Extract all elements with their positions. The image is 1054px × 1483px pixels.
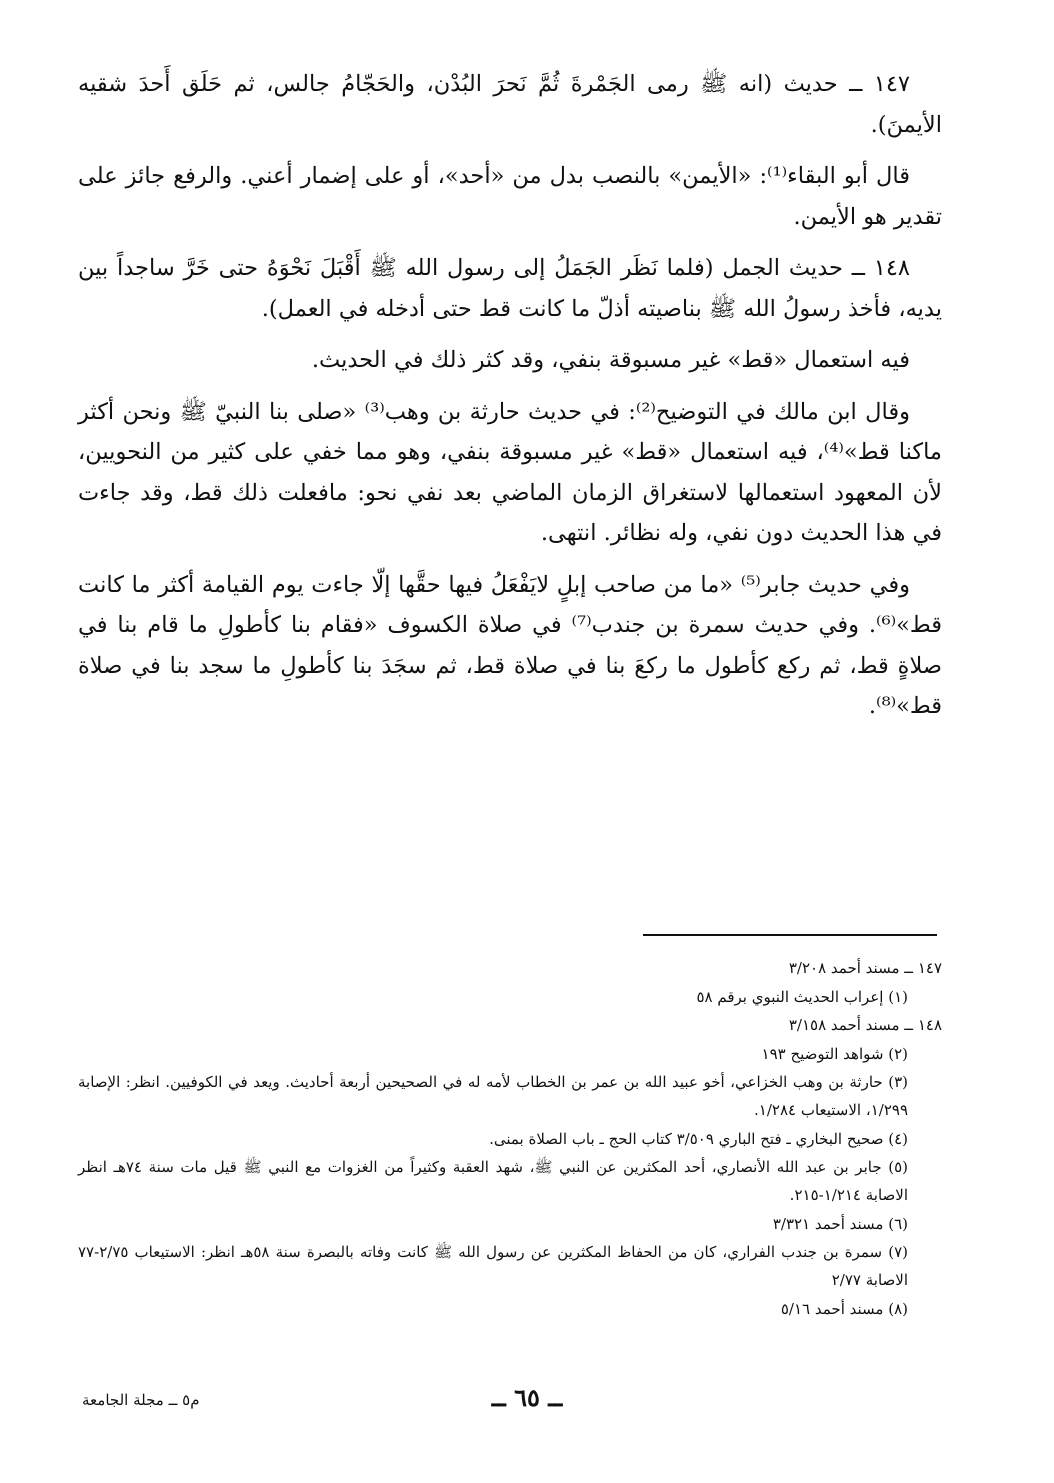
paragraph-jabir-samura: وفي حديث جابر⁽⁵⁾ «ما من صاحب إبلٍ لايَفْعَلُ فيها حقَّها إلّا جاءت يوم القيامة أكثر ما كانت قط»⁽⁶⁾. وفي حديث سمرة بن جندب⁽⁷⁾ في صلاة الكسوف «فقام بنا كأطولِ ما قام بنا في صلاةٍ قط، ثم ركع كأطول ما ركعَ بنا في صلاة قط، ثم سجَدَ بنا كأطولِ ما سجد بنا في صلاة قط»⁽⁸⁾. (78, 571, 942, 719)
paragraph-ibn-malik: وقال ابن مالك في التوضيح⁽²⁾: في حديث حارثة بن وهب⁽³⁾ «صلى بنا النبيّ ﷺ ونحن أكثر ماكنا قط»⁽⁴⁾، فيه استعمال «قط» غير مسبوقة بنفي، وهو مما خفي على كثير من النحويين، لأن المعهود استعمالها لاستغراق الزمان الماضي بعد نفي نحو: مافعلت ذلك قط، وقد جاءت في هذا الحديث دون نفي، وله نظائر. انتهى. (78, 398, 942, 546)
footnote-8: (٨) مسند أحمد ٥/١٦ (780, 1299, 908, 1318)
footnote-7: (٧) سمرة بن جندب الفراري، كان من الحفاظ المكثرين عن رسول الله ﷺ كانت وفاته بالبصرة سنة ٥٨هـ انظر: الاستيعاب ٢/٧٥-٧٧ الاصابة ٢/٧٧ (78, 1243, 909, 1289)
main-text (78, 64, 942, 738)
footnote-4: (٤) صحيح البخاري ـ فتح الباري ٣/٥٠٩ كتاب الحج ـ باب الصلاة بمنى. (489, 1129, 908, 1148)
paragraph-hadith-147: ١٤٧ ــ حديث (انه ﷺ رمى الجَمْرةَ ثُمَّ نَحرَ البُدْن، والحَجّامُ جالس، ثم حَلَق أَحدَ شقيه الأيمنَ). (78, 71, 942, 138)
paragraph-hadith-148: ١٤٨ ــ حديث الجمل (فلما نَظَر الجَمَلُ إلى رسول الله ﷺ أَقْبَلَ نَحْوَهُ حتى خَرَّ ساجداً بين يديه، فأخذ رسولُ الله ﷺ بناصيته أذلّ ما كانت قط حتى أدخله في العمل). (78, 255, 942, 322)
footnote-6: (٦) مسند أحمد ٣/٣٢١ (772, 1214, 908, 1233)
footnote-2: (٢) شواهد التوضيح ١٩٣ (761, 1044, 908, 1063)
paragraph-qatt-usage: فيه استعمال «قط» غير مسبوقة بنفي، وقد كثر ذلك في الحديث. (311, 347, 910, 373)
footnote-3: (٣) حارثة بن وهب الخزاعي، أخو عبيد الله بن عمر بن الخطاب لأمه له في الصحيحين أربعة أحاديث. ويعد في الكوفيين. انظر: الإصابة ١/٢٩٩، الاستيعاب ١/٢٨٤. (78, 1073, 908, 1119)
journal-signature: م٥ ــ مجلة الجامعة (82, 1391, 200, 1409)
footnote-5: (٥) جابر بن عبد الله الأنصاري، أحد المكثرين عن النبي ﷺ، شهد العقبة وكثيراً من الغزوات مع النبي ﷺ قيل مات سنة ٧٤هـ انظر الاصابة ١/٢١٤-٢١٥. (78, 1158, 909, 1204)
footnotes (78, 954, 942, 1323)
page-number: ــ ٦٥ ــ (491, 1383, 563, 1412)
footnote-ref-147: ١٤٧ ــ مسند أحمد ٣/٢٠٨ (788, 959, 942, 977)
footnote-1: (١) إعراب الحديث النبوي برقم ٥٨ (696, 987, 908, 1006)
paragraph-abu-al-baqa: قال أبو البقاء⁽¹⁾: «الأيمن» بالنصب بدل من «أحد»، أو على إضمار أعني. والرفع جائز على تقدير هو الأيمن. (78, 163, 942, 230)
footnote-separator (643, 934, 937, 936)
footnote-ref-148: ١٤٨ ــ مسند أحمد ٣/١٥٨ (788, 1016, 942, 1034)
